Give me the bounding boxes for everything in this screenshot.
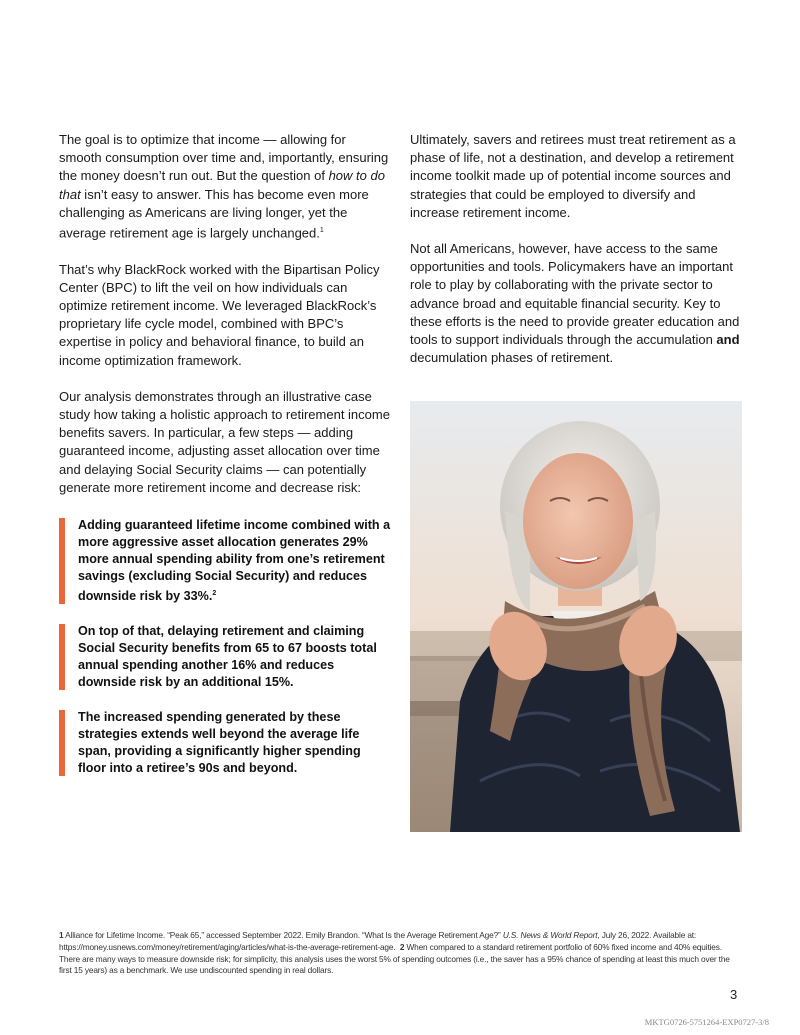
footnotes	[59, 930, 743, 977]
footnote-1-text-a: Alliance for Lifetime Income. “Peak 65,” accessed September 2022. Emily Brandon. “What Is the Average Retirement Age?”	[63, 930, 503, 940]
footnote-ref-1: 1	[319, 227, 324, 235]
intro-paragraph	[59, 131, 391, 243]
footnote-1-text-b: , July 26, 2022. Available at: https://money.usnews.com/money/retirement/aging/articles/what-is-the-average-retirement-age.	[59, 930, 697, 952]
accent-bar	[59, 624, 65, 690]
accent-bar	[59, 518, 65, 604]
callout-3-text: The increased spending generated by these strategies extends well beyond the average life span, providing a significantly higher spending floor into a retiree’s 90s and beyond.	[78, 710, 361, 776]
callout-3	[59, 709, 391, 777]
footnote-1-publication: U.S. News & World Report	[502, 930, 598, 940]
intro-emphasis: how to do that	[59, 168, 385, 202]
footnote-ref-2: 2	[212, 589, 217, 597]
intro-text-b: isn’t easy to answer. This has become even more challenging as Americans are living longer, yet the average retirement age is largely unchanged.	[59, 186, 369, 241]
policymakers-text-a: Not all Americans, however, have access to the same opportunities and tools. Policymakers have an important role to play by collaborating with the private sector to advance broad and equitable financial security. Key to these efforts is the need to provide greater education and tools to support individuals through the accumulation	[410, 241, 740, 348]
page-number: 3	[730, 987, 738, 1002]
footnote-2-number: 2	[399, 941, 405, 952]
callout-2-text: On top of that, delaying retirement and claiming Social Security benefits from 65 to 67 boosts total annual spending another 16% and reduces downside risk by an additional 15%.	[78, 624, 377, 690]
analysis-paragraph: Our analysis demonstrates through an illustrative case study how taking a holistic approach to retirement income benefits savers. In particular, a few steps — adding guaranteed income, adjusting asset allocation over time and delaying Social Security claims — can potentially generate more retirement income and decrease risk:	[59, 388, 390, 495]
retiree-photo	[410, 401, 742, 832]
policymakers-text-b: decumulation phases of retirement.	[410, 350, 614, 366]
ultimately-paragraph: Ultimately, savers and retirees must treat retirement as a phase of life, not a destination, and develop a retirement income toolkit made up of potential income sources and strategies that could be employed to diversify and increase retirement income.	[410, 132, 736, 220]
left-column	[59, 131, 391, 795]
intro-text-a: The goal is to optimize that income — allowing for smooth consumption over time and, importantly, ensuring the money doesn’t run out. But the question of	[59, 132, 389, 184]
callout-2	[59, 623, 391, 691]
right-column	[410, 131, 742, 385]
footnote-2-text: When compared to a standard retirement portfolio of 60% fixed income and 40% equities. There are many ways to measure downside risk; for simplicity, this analysis uses the worst 5% of spending outcomes (i.e., the saver has a 95% chance of spending at least this much over the first 15 years) as a benchmark. We use undiscounted spending in real dollars.	[59, 941, 730, 976]
policymakers-paragraph	[410, 240, 742, 367]
footnote-1-number: 1	[59, 930, 64, 940]
document-code: MKTG0726-5751264-EXP0727-3/8	[644, 1017, 769, 1027]
retiree-photo-illustration	[410, 401, 742, 832]
accent-bar	[59, 710, 65, 776]
policymakers-strong: and	[716, 332, 740, 348]
blackrock-bpc-paragraph: That’s why BlackRock worked with the Bipartisan Policy Center (BPC) to lift the veil on how individuals can optimize retirement income. We leveraged BlackRock’s proprietary life cycle model, combined with BPC’s expertise in policy and behavioral finance, to build an income optimization framework.	[59, 261, 380, 368]
callout-1	[59, 517, 391, 605]
callout-1-text: Adding guaranteed lifetime income combined with a more aggressive asset allocation generates 29% more annual spending ability from one’s retirement savings (excluding Social Security) and reduces downside risk by 33%.	[78, 517, 391, 604]
